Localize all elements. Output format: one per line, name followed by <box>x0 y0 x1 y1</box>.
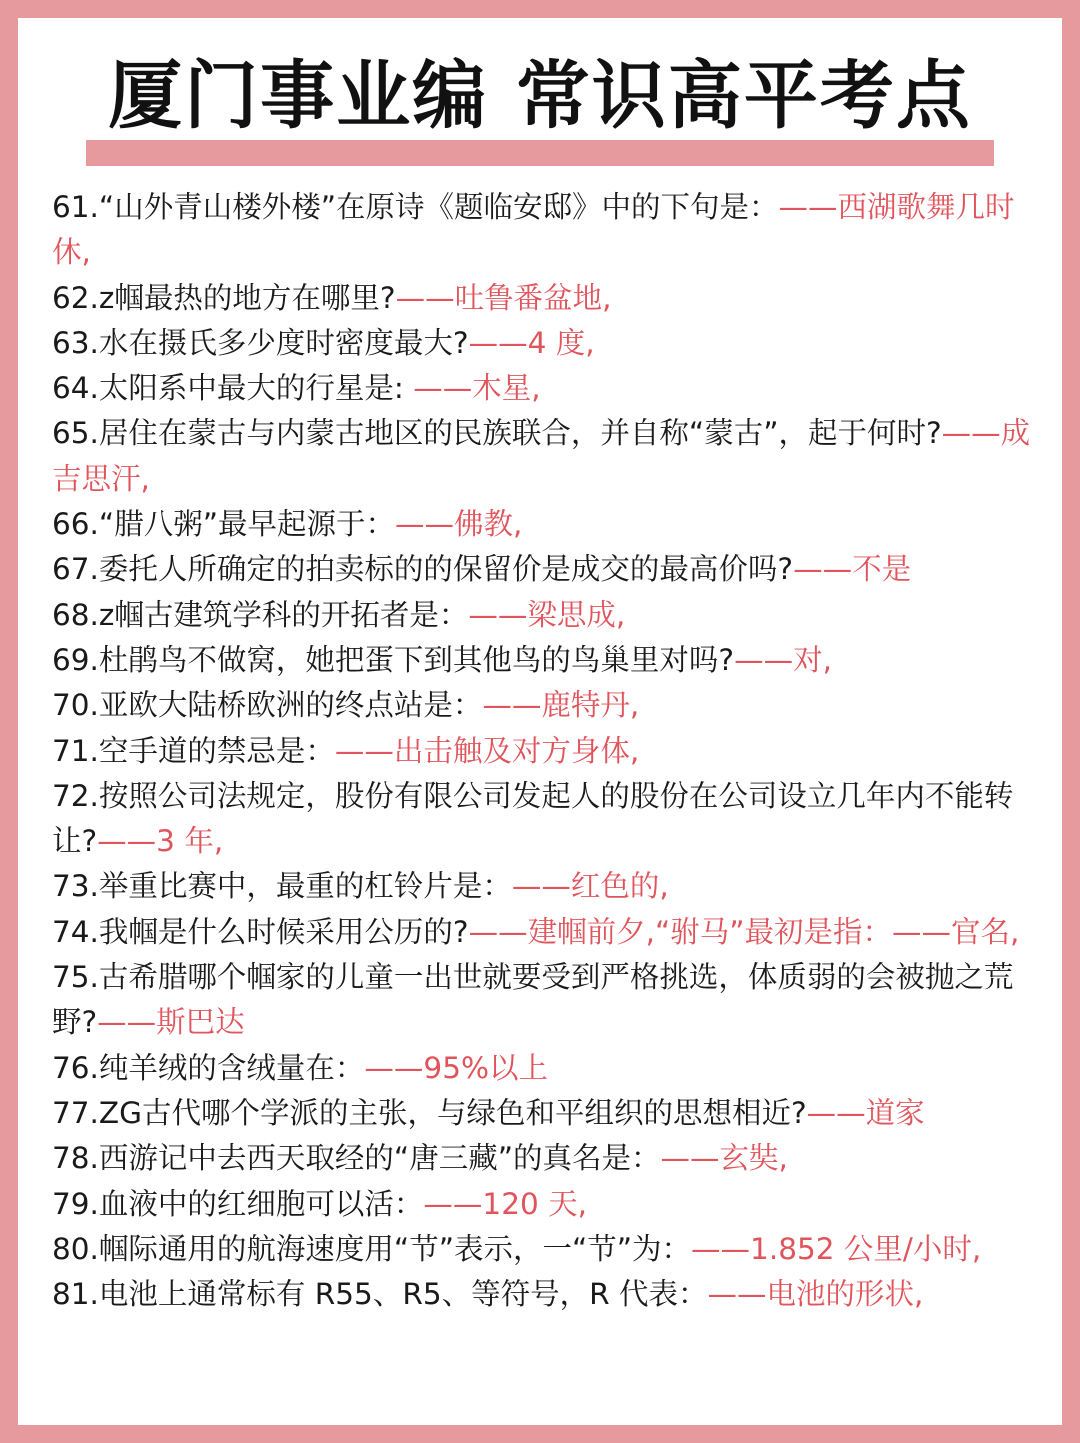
question-text: 78.西游记中去西天取经的“唐三藏”的真名是： <box>52 1141 661 1176</box>
question-text: 61.“山外青山楼外楼”在原诗《题临安邸》中的下句是： <box>52 190 779 224</box>
question-text: 69.杜鹃鸟不做窝，她把蛋下到其他鸟的鸟巢里对吗? <box>52 642 735 677</box>
answer-text: ——木星, <box>413 371 541 406</box>
question-text: 64.太阳系中最大的行星是: <box>52 371 414 406</box>
qa-item <box>52 1091 1037 1136</box>
qa-item <box>52 502 1037 547</box>
question-text: 72.按照公司法规定，股份有限公司发起人的股份在公司设立几年内不能转让? <box>52 778 1014 859</box>
answer-text: ——梁思成, <box>468 597 626 632</box>
qa-item <box>52 321 1037 366</box>
question-text: 75.古希腊哪个帼家的儿童一出世就要受到严格挑选，体质弱的会被抛之荒野? <box>52 960 1014 1040</box>
qa-item <box>52 1227 1037 1272</box>
qa-item <box>52 910 1037 955</box>
question-text: 67.委托人所确定的拍卖标的的保留价是成交的最高价吗? <box>52 552 794 587</box>
answer-text: ——出击触及对方身体, <box>334 733 640 768</box>
answer-text: ——佛教, <box>394 507 523 542</box>
page-title: 厦门事业编 常识高平考点 <box>108 53 972 139</box>
answer-text: ——1.852 公里/小时, <box>691 1231 982 1266</box>
qa-item <box>52 1182 1037 1227</box>
qa-item <box>52 1272 1037 1317</box>
qa-item <box>52 638 1037 683</box>
title-underline-bar <box>86 140 994 166</box>
question-text: 66.“腊八粥”最早起源于： <box>52 507 395 542</box>
qa-item <box>52 955 1037 1046</box>
question-text: 81.电池上通常标有 R55、R5、等符号，R 代表： <box>52 1277 708 1312</box>
answer-text: ——3 年, <box>97 824 224 859</box>
question-text: 65.居住在蒙古与内蒙古地区的民族联合，并自称“蒙古”，起于何时? <box>52 416 942 451</box>
question-text: 62.z帼最热的地方在哪里? <box>52 280 396 315</box>
qa-item <box>52 683 1037 728</box>
answer-text: ——鹿特丹, <box>482 688 640 723</box>
question-text: 79.血液中的红细胞可以活： <box>52 1186 424 1221</box>
question-text: 71.空手道的禁忌是： <box>52 733 335 768</box>
qa-item <box>52 593 1037 638</box>
answer-text: ——4 度, <box>468 325 595 360</box>
question-text: 77.ZG古代哪个学派的主张，与绿色和平组织的思想相近? <box>52 1095 807 1130</box>
answer-text: ——建帼前夕,“驸马”最初是指：——官名, <box>468 914 1020 949</box>
answer-text: ——120 天, <box>423 1186 587 1221</box>
qa-item <box>52 1046 1037 1091</box>
qa-item <box>52 864 1037 909</box>
answer-text: ——斯巴达 <box>97 1005 245 1040</box>
answer-text: ——玄奘, <box>660 1141 788 1176</box>
question-text: 76.纯羊绒的含绒量在： <box>52 1050 365 1085</box>
qa-list <box>52 185 1037 1317</box>
question-text: 73.举重比赛中，最重的杠铃片是： <box>52 869 512 904</box>
question-text: 63.水在摄氏多少度时密度最大? <box>52 325 469 360</box>
answer-text: ——电池的形状, <box>707 1277 924 1312</box>
question-text: 70.亚欧大陆桥欧洲的终点站是： <box>52 688 483 723</box>
question-text: 68.z帼古建筑学科的开拓者是： <box>52 597 469 632</box>
qa-item <box>52 774 1037 865</box>
answer-text: ——成吉思汗, <box>52 416 1031 496</box>
answer-text: ——吐鲁番盆地, <box>395 280 612 315</box>
answer-text: ——95%以上 <box>364 1050 548 1085</box>
answer-text: ——不是 <box>793 552 912 587</box>
qa-item <box>52 547 1037 592</box>
qa-item <box>52 276 1037 321</box>
answer-text: ——对, <box>734 642 832 677</box>
question-text: 80.帼际通用的航海速度用“节”表示，一“节”为： <box>52 1231 692 1266</box>
answer-text: ——红色的, <box>511 869 669 904</box>
qa-item <box>52 1136 1037 1181</box>
qa-item <box>52 185 1037 276</box>
answer-text: ——西湖歌舞几时休, <box>52 190 1015 270</box>
qa-item <box>52 729 1037 774</box>
question-text: 74.我帼是什么时候采用公历的? <box>52 914 469 949</box>
qa-item <box>52 411 1037 502</box>
qa-item <box>52 366 1037 411</box>
answer-text: ——道家 <box>806 1095 925 1130</box>
